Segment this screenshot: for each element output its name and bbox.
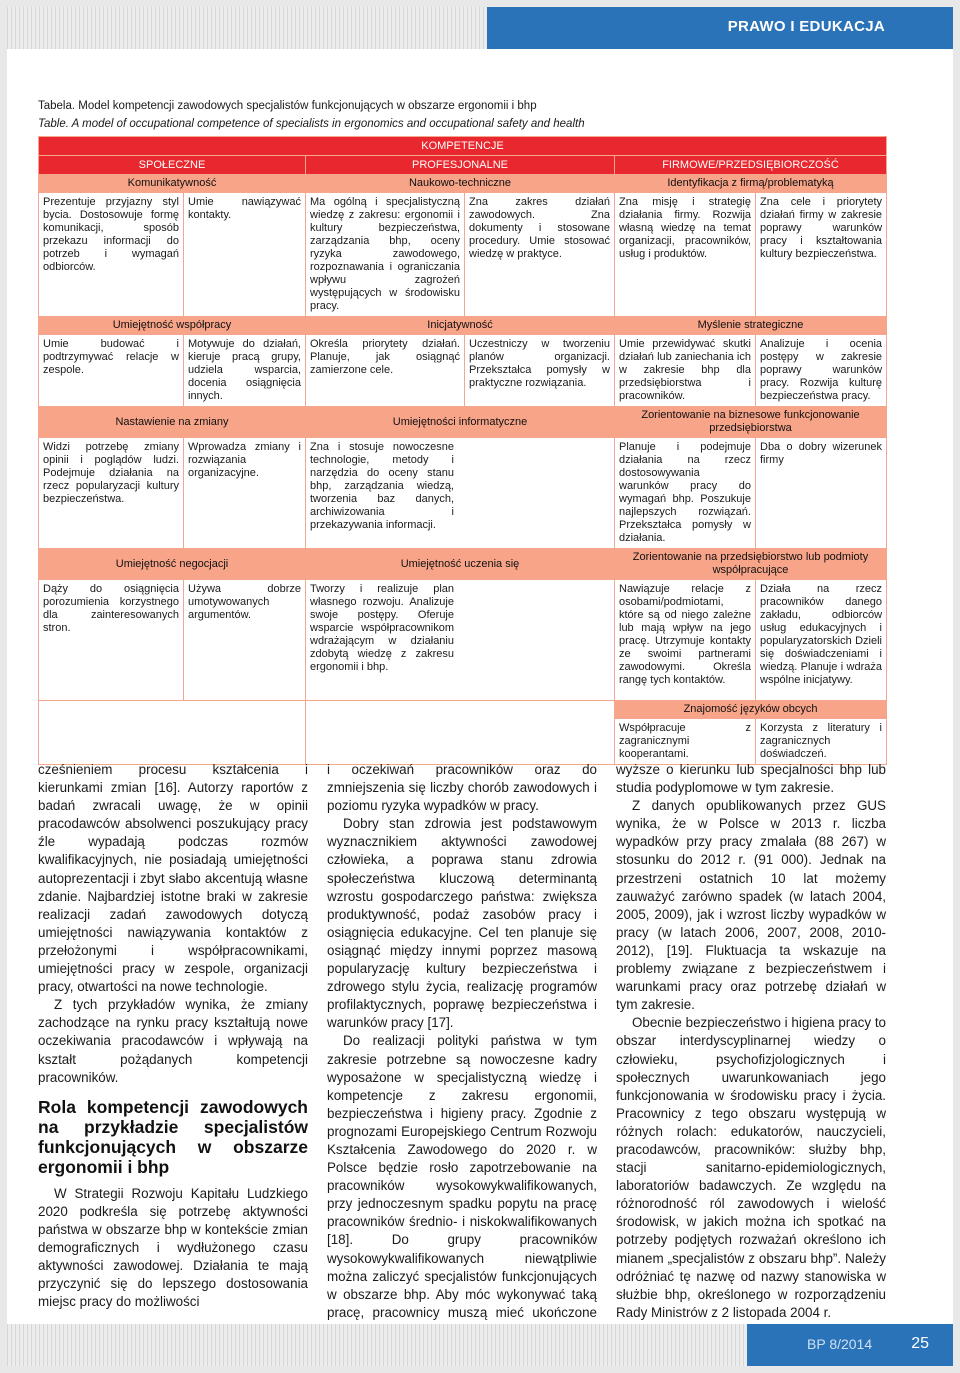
table-cell: [39, 701, 306, 719]
section-title: PRAWO I EDUKACJA: [727, 18, 885, 35]
paragraph: Z tych przykładów wynika, że zmiany zachodzące na rynku pracy kształtują nowe oczekiwania pracodawców i wpływają na kształt pożądanych kompetencji pracowników.: [38, 997, 308, 1085]
subheader: Identyfikacja z firmą/problematyką: [615, 175, 887, 193]
table-cell: Działa na rzecz pracowników danego zakładu, odbiorców usług edukacyjnych i popularyzatorskich Dzieli się doświadczeniami i wiedzą. Planuje i wdraża wspólne inicjatywy.: [756, 580, 887, 701]
table-cell: Zna misję i strategię działania firmy. Rozwija własną wiedzę na temat organizacji, pracowników, usług i produktów.: [615, 193, 756, 317]
text-column-2: [327, 761, 597, 1340]
subheader: Znajomość języków obcych: [615, 701, 887, 719]
table-cell: Zna cele i priorytety działań firmy w zakresie poprawy warunków pracy i kształtowania kultury bezpieczeństwa.: [756, 193, 887, 317]
table-cell: Korzysta z literatury i zagranicznych doświadczeń.: [756, 719, 887, 765]
subheader: Myślenie strategiczne: [615, 317, 887, 335]
table-cell: Zna i stosuje nowoczesne technologie, metody i narzędzia do oceny stanu bhp, zarządzania wiedzą, tworzenia baz danych, archiwizowania i przekazywania informacji.: [306, 438, 615, 549]
text-column-3: [616, 761, 886, 1322]
table-cell: Dąży do osiągnięcia porozumienia korzystnego dla zainteresowanych stron.: [39, 580, 184, 701]
group-header-social: SPOŁECZNE: [39, 156, 306, 175]
table-cell: Używa dobrze umotywowanych argumentów.: [184, 580, 306, 701]
table-cell: [306, 719, 615, 765]
table-cell: Analizuje i ocenia postępy w zakresie poprawy warunków pracy. Rozwija kulturę bezpieczeństwa pracy.: [756, 335, 887, 407]
subheader: Umiejętności informatyczne: [306, 407, 615, 438]
issue-label: BP 8/2014: [807, 1336, 873, 1352]
paragraph: Do realizacji polityki państwa w tym zakresie potrzebne są nowoczesne kadry wyposażone w specjalistyczną wiedzę i kompetencje z zakresu ergonomii, bezpieczeństwa i higieny pracy. Zgodnie z prognozami Europejskiego Centrum Rozwoju Kształcenia Zawodowego do 2020 r. w Polsce będzie rosło zapotrzebowanie na pracowników wysokowykwalifikowanych, przy jednoczesnym spadku popytu na pracę pracowników średnio- i niskokwalifikowanych [18]. Do grupy pracowników wysokowykwalifikowanych niewątpliwie można zaliczyć specjalistów funkcjonujących w obszarze bhp. Aby móc wykonywać taką pracę, pracownicy muszą mieć ukończone: [327, 1033, 597, 1320]
subheader: Umiejętność współpracy: [39, 317, 306, 335]
paragraph: Dobry stan zdrowia jest podstawowym wyznacznikiem aktywności zawodowej człowieka, a poprawa stanu zdrowia społeczeństwa kluczową determinantą wzrostu gospodarczego państwa: zwiększa produktywność, podaż zasobów pracy i osiągnięcia edukacyjne. Cel ten planuje się osiągnąć między innymi poprzez masową popularyzację kultury bezpieczeństwa i zdrowego stylu życia, realizację programów profilaktycznych, poprawę bezpieczeństwa i warunków pracy [17].: [327, 816, 597, 1031]
footer: [747, 1324, 953, 1366]
paragraph: Obecnie bezpieczeństwo i higiena pracy to obszar interdyscyplinarnej wiedzy o człowieku, psychofizjologicznych i społecznych uwarunkowaniach jego funkcjonowania w środowisku pracy i życia. Pracownicy z tego obszaru występują w różnych rolach: edukatorów, nauczycieli, pracodawców, pracowników: służby bhp, stacji sanitarno-epidemiologicznych, laboratoriów badawczych. Ze względu na różnorodność ról zawodowych i wielość środowisk, w jakich można ich spotkać na potrzeby podjętych rozważań określono ich mianem „specjalistów z obszaru bhp”. Należy odróżniać tę nazwę od nazwy stanowiska w służbie bhp, określonego w rozporządzeniu Rady Ministrów z 2 listopada 2004 r.: [616, 1015, 886, 1320]
table-cell: Dba o dobry wizerunek firmy: [756, 438, 887, 549]
text-column-1: [38, 761, 308, 1311]
subheader: Zorientowanie na przedsiębiorstwo lub podmioty współpracujące: [615, 549, 887, 580]
table-cell: Ma ogólną i specjalistyczną wiedzę z zakresu: ergonomii i kultury bezpieczeństwa, zarządzania bhp, oceny ryzyka zawodowego, rozpoznawania i ograniczania wpływu zagrożeń występujących w środowisku pracy.: [306, 193, 465, 317]
subheader: Komunikatywność: [39, 175, 306, 193]
page-number: 25: [911, 1335, 929, 1352]
table-cell: Wprowadza zmiany i rozwiązania organizacyjne.: [184, 438, 306, 549]
table-cell: Współpracuje z zagranicznymi kooperantami.: [615, 719, 756, 765]
section-heading: Rola kompetencji zawodowych na przykładzie specjalistów funkcjonujących w obszarze ergonomii i bhp: [38, 1096, 308, 1177]
paragraph: Z danych opublikowanych przez GUS wynika, że w Polsce w 2013 r. liczba wypadków przy pracy zmalała (88 267) w stosunku do 2012 r. (91 000). Jednak na przestrzeni ostatnich 10 lat możemy zauważyć zarówno spadek (w latach 2004, 2005, 2009), jak i wzrost liczby wypadków w pracy (w latach 2006, 2007, 2008, 2010-2012), [19]. Fluktuacja ta wskazuje na problemy związane z bezpieczeństwem i warunkami pracy oraz potrzebę działań w tym zakresie.: [616, 798, 886, 1013]
group-header-company: FIRMOWE/PRZEDSIĘBIORCZOŚĆ: [615, 156, 887, 175]
table-cell: [306, 701, 615, 719]
paragraph: cześnieniem procesu kształcenia i kierunkami zmian [16]. Autorzy raportów z badań zwracali uwagę, że w opinii pracodawców absolwenci poszukujący pracy źle wypadają podczas rozmów kwalifikacyjnych, nie posiadają umiejętności autoprezentacji i zbyt słabo akcentują własne zdanie. Najbardziej istotne braki w zakresie realizacji zadań zawodowych dotyczą umiejętności nawiązywania kontaktów z przełożonymi i współpracownikami, umiejętności pracy w zespole, organizacji pracy, otwartości na nowe technologie.: [38, 762, 308, 995]
paragraph: wyższe o kierunku lub specjalności bhp lub studia podyplomowe w tym zakresie.: [616, 762, 886, 796]
table-cell: Umie budować i podtrzymywać relacje w zespole.: [39, 335, 184, 407]
table-cell: [39, 719, 306, 765]
table-cell: Umie nawiązywać kontakty.: [184, 193, 306, 317]
table-cell: Uczestniczy w tworzeniu planów organizacji. Przekształca pomysły w praktyczne rozwiązania.: [465, 335, 615, 407]
table-cell: Widzi potrzebę zmiany opinii i poglądów ludzi. Podejmuje działania na rzecz popularyzacji kultury bezpieczeństwa.: [39, 438, 184, 549]
subheader: Umiejętność uczenia się: [306, 549, 615, 580]
table-caption-en: Table. A model of occupational competence of specialists in ergonomics and occupational safety and health: [38, 118, 585, 130]
table-caption-pl: Tabela. Model kompetencji zawodowych specjalistów funkcjonujących w obszarze ergonomii i bhp: [38, 100, 537, 112]
journal-page: [7, 7, 953, 1366]
competence-table: [38, 136, 887, 765]
paragraph: W Strategii Rozwoju Kapitału Ludzkiego 2020 podkreśla się potrzebę aktywności państwa w obszarze bhp w kontekście zmian demograficznych i wydłużonego czasu aktywności zawodowej. Działania te mają przyczynić się do lepszego dostosowania miejsc pracy do możliwości: [38, 1185, 308, 1310]
table-cell: Określa priorytety działań. Planuje, jak osiągnąć zamierzone cele.: [306, 335, 465, 407]
paragraph: i oczekiwań pracowników oraz do zmniejszenia się liczby chorób zawodowych i poziomu ryzyka wypadków w pracy.: [327, 762, 597, 814]
table-cell: Prezentuje przyjazny styl bycia. Dostosowuje formę komunikacji, sposób przekazu informacji do potrzeb i wymagań odbiorców.: [39, 193, 184, 317]
table-cell: Tworzy i realizuje plan własnego rozwoju. Analizuje swoje postępy. Oferuje wsparcie współpracownikom wdrażającym w działaniu zdobytą wiedzę z zakresu ergonomii i bhp.: [306, 580, 615, 701]
table-cell: Planuje i podejmuje działania na rzecz dostosowywania warunków pracy do wymagań bhp. Poszukuje najlepszych rozwiązań. Przekształca pomysły w działania.: [615, 438, 756, 549]
subheader: Inicjatywność: [306, 317, 615, 335]
subheader: Umiejętność negocjacji: [39, 549, 306, 580]
subheader: Zorientowanie na biznesowe funkcjonowanie przedsiębiorstwa: [615, 407, 887, 438]
section-header: [487, 7, 953, 49]
table-cell: Umie przewidywać skutki działań lub zaniechania ich w zakresie bhp dla przedsiębiorstwa i pracowników.: [615, 335, 756, 407]
group-header-professional: PROFESJONALNE: [306, 156, 615, 175]
subheader: Naukowo-techniczne: [306, 175, 615, 193]
table-cell: Nawiązuje relacje z osobami/podmiotami, które są od niego zależne lub mają wpływ na jego pracę. Utrzymuje kontakty ze swoimi partnerami zawodowymi. Określa rangę tych kontaktów.: [615, 580, 756, 701]
table-cell: Zna zakres działań zawodowych. Zna dokumenty i stosowane procedury. Umie stosować wiedzę w praktyce.: [465, 193, 615, 317]
table-cell: Motywuje do działań, kieruje pracą grupy, udziela wsparcia, docenia osiągnięcia innych.: [184, 335, 306, 407]
table-top-header: KOMPETENCJE: [39, 137, 887, 156]
subheader: Nastawienie na zmiany: [39, 407, 306, 438]
